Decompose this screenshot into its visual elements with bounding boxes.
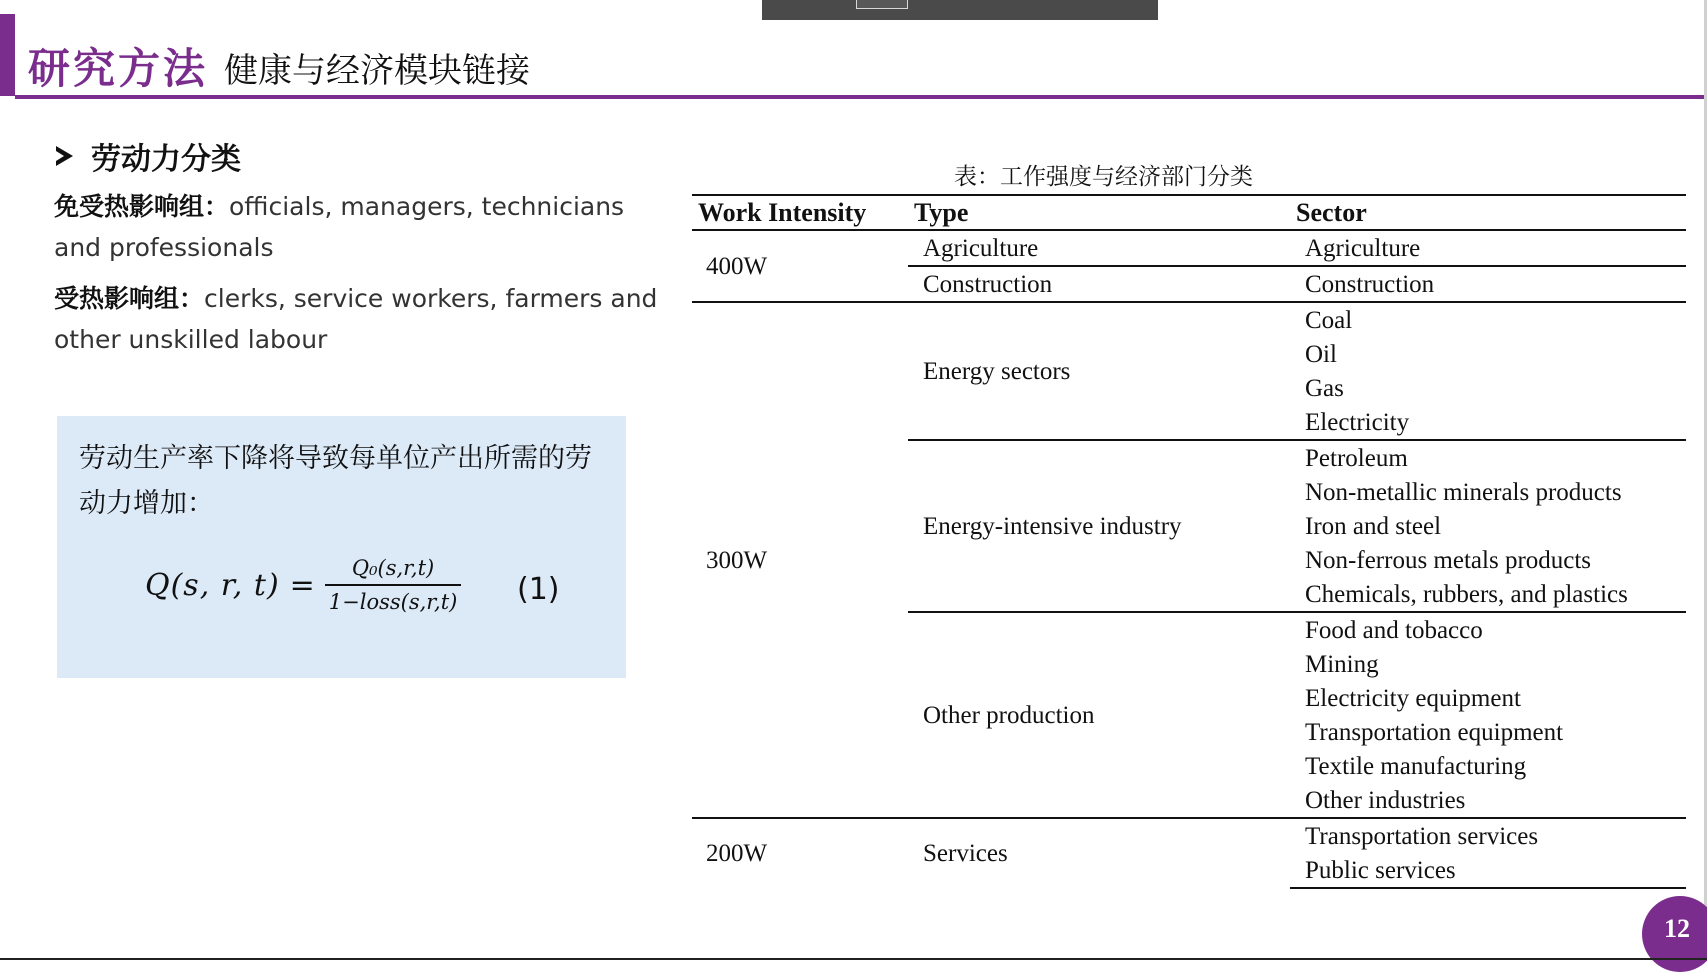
header-sector: Sector: [1290, 195, 1686, 230]
sector-cell: Gas: [1305, 374, 1344, 402]
sector-cell: Chemicals, rubbers, and plastics: [1305, 580, 1628, 608]
work-intensity-cell: 400W: [706, 252, 768, 280]
sector-cell: Food and tobacco: [1290, 612, 1686, 647]
sector-cell: Public services: [1290, 853, 1686, 888]
page-number-badge: 12: [1642, 896, 1707, 972]
bullet-heading: [56, 134, 674, 178]
sector-cell: Transportation equipment: [1305, 718, 1564, 746]
table-row: [692, 302, 1686, 337]
title-main: 研究方法: [28, 44, 209, 93]
formula-description: 劳动生产率下降将导致每单位产出所需的劳动力增加：: [79, 443, 592, 519]
arrow-bullet-icon: [56, 146, 73, 166]
formula-fraction: [325, 556, 462, 614]
sector-cell: Mining: [1305, 650, 1379, 678]
sector-cell: Agriculture: [1305, 234, 1421, 262]
type-cell: Construction: [908, 266, 1290, 302]
toolbar-handle-button[interactable]: [856, 0, 908, 9]
sector-cell: Transportation services: [1290, 818, 1686, 853]
type-cell: Other production: [908, 612, 1290, 818]
formula-equals: =: [289, 567, 315, 603]
sector-cell: Non-ferrous metals products: [1305, 546, 1592, 574]
labour-classification-section: [54, 134, 674, 360]
heat-exempt-group: [54, 186, 674, 268]
heat-exempt-label: 免受热影响组：: [54, 192, 230, 221]
sector-cell: Other industries: [1305, 786, 1466, 814]
sector-cell: Non-metallic minerals products: [1305, 478, 1622, 506]
type-cell: Energy-intensive industry: [908, 440, 1290, 612]
heat-affected-group: [54, 278, 674, 360]
heat-affected-label: 受热影响组：: [54, 284, 205, 313]
slide-title: [28, 30, 531, 93]
heat-affected-text: clerks, service workers, farmers and other unskilled labour: [54, 284, 658, 354]
table-row: [692, 230, 1686, 266]
sector-cell: Oil: [1305, 340, 1337, 368]
type-cell: Energy sectors: [908, 302, 1290, 440]
work-intensity-table: [692, 194, 1686, 889]
type-cell: Agriculture: [923, 234, 1039, 262]
sector-cell: Petroleum: [1290, 440, 1686, 475]
formula-numerator: Q₀(s,r,t): [351, 556, 435, 580]
work-intensity-cell: 300W: [692, 302, 908, 818]
sector-cell: Construction: [1290, 266, 1686, 302]
bullet-heading-text: 劳动力分类: [91, 142, 241, 177]
formula-denominator: 1−loss(s,r,t): [325, 584, 462, 614]
sector-cell: Textile manufacturing: [1305, 752, 1527, 780]
sector-cell: Iron and steel: [1305, 512, 1442, 540]
work-intensity-cell: 200W: [692, 818, 908, 888]
title-accent-bar: [0, 14, 15, 96]
table-header-row: [692, 195, 1686, 230]
table-caption: 表：工作强度与经济部门分类: [954, 164, 1253, 190]
formula-lhs: Q(s, r, t): [145, 567, 280, 603]
header-type: Type: [908, 195, 1290, 230]
type-cell: Services: [908, 818, 1290, 888]
header-work-intensity: Work Intensity: [692, 195, 908, 230]
sector-cell: Coal: [1290, 302, 1686, 337]
heat-exempt-text: officials, managers, technicians and professionals: [54, 192, 625, 262]
sector-cell: Electricity equipment: [1305, 684, 1521, 712]
sector-cell: Electricity: [1305, 408, 1410, 436]
labour-demand-formula: [145, 556, 461, 614]
equation-number: (1): [517, 572, 560, 607]
presentation-toolbar: [762, 0, 1158, 20]
title-subtitle: 健康与经济模块链接: [224, 51, 531, 91]
formula-box: [57, 416, 626, 678]
table-row: [692, 818, 1686, 853]
title-divider: [15, 95, 1707, 99]
